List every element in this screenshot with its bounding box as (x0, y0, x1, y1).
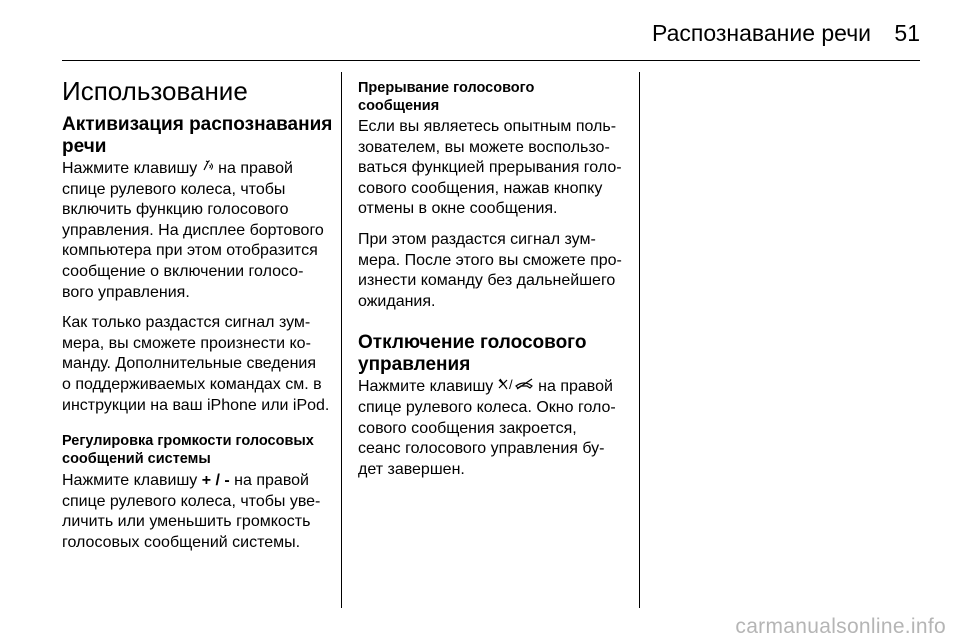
buzzer-paragraph-line: инструкции на ваш iPhone или iPod. (62, 396, 330, 414)
page-header (62, 0, 920, 62)
buzzer-paragraph-line: Как только раздастся сигнал зум- (62, 314, 311, 332)
disable-paragraph-line: спице рулевого колеса. Окно голо- (358, 398, 616, 416)
volume-paragraph-line: голосовых сообщений системы. (62, 533, 301, 551)
interrupt-buzzer-line: мера. После этого вы сможете про- (358, 251, 622, 269)
activate-heading-line2: речи (62, 136, 107, 157)
activate-paragraph-first-line: Нажмите клавишу на правой (62, 160, 293, 177)
interrupt-paragraph-line: Если вы являетесь опытным поль- (358, 118, 617, 135)
header-title: Распознавание речи (652, 20, 872, 46)
disable-paragraph-line: сового сообщения закроется, (358, 419, 577, 437)
mute-hangup-icon (498, 376, 534, 397)
volume-paragraph-first-line: Нажмите клавишу + / - на правой (62, 472, 309, 490)
column-divider-2 (639, 72, 640, 608)
interrupt-buzzer-line: изнести команду без дальнейшего (358, 272, 616, 290)
volume-paragraph-line: личить или уменьшить громкость (62, 513, 311, 531)
activate-paragraph-line: включить функцию голосового (62, 201, 289, 219)
volume-heading-line2: сообщений системы (62, 451, 211, 468)
volume-heading-line1: Регулировка громкости голосовых (62, 433, 314, 450)
buzzer-paragraph-line: мера, вы сможете произнести ко- (62, 334, 311, 352)
voice-icon (202, 158, 214, 179)
buzzer-paragraph-line: о поддерживаемых командах см. в (62, 375, 322, 393)
volume-key-label: + / - (201, 472, 230, 490)
interrupt-paragraph-line: зователем, вы можете воспользо- (358, 138, 610, 156)
disable-heading-line1: Отключение голосового (358, 332, 587, 354)
interrupt-paragraph-line: сового сообщения, нажав кнопку (358, 179, 603, 197)
activate-heading-line1: Активизация распознавания (62, 114, 333, 135)
activate-paragraph-line: компьютера при этом отобразится (62, 242, 318, 260)
column-divider-1 (341, 72, 342, 608)
interrupt-buzzer-line: ожидания. (358, 292, 436, 310)
buzzer-paragraph-line: манду. Дополнительные сведения (62, 355, 316, 373)
activate-paragraph-line: управления. На дисплее бортового (62, 221, 324, 239)
header-rule (62, 60, 920, 61)
section-title: Использование (62, 76, 248, 106)
column-middle (358, 79, 632, 480)
activate-paragraph-line: вого управления. (62, 283, 190, 301)
interrupt-buzzer-line: При этом раздастся сигнал зум- (358, 230, 596, 248)
activate-paragraph-line: сообщение о включении голосо- (62, 262, 304, 280)
watermark: carmanualsonline.info (735, 615, 946, 638)
disable-paragraph-line: дет завершен. (358, 460, 465, 478)
column-left (62, 76, 334, 554)
disable-paragraph-line: сеанс голосового управления бу- (358, 440, 605, 458)
disable-heading-line2: управления (358, 354, 471, 376)
volume-paragraph-line: спице рулевого колеса, чтобы уве- (62, 492, 321, 510)
interrupt-paragraph-line: отмены в окне сообщения. (358, 200, 558, 218)
interrupt-paragraph-line: ваться функцией прерывания голо- (358, 159, 622, 177)
interrupt-heading-line1: Прерывание голосового (358, 80, 535, 96)
page-number: 51 (894, 20, 920, 46)
interrupt-heading-line2: сообщения (358, 98, 440, 114)
activate-paragraph-line: спице рулевого колеса, чтобы (62, 180, 286, 198)
disable-paragraph-first-line: Нажмите клавишу / на правой (358, 377, 613, 396)
svg-text:/: / (508, 377, 513, 392)
